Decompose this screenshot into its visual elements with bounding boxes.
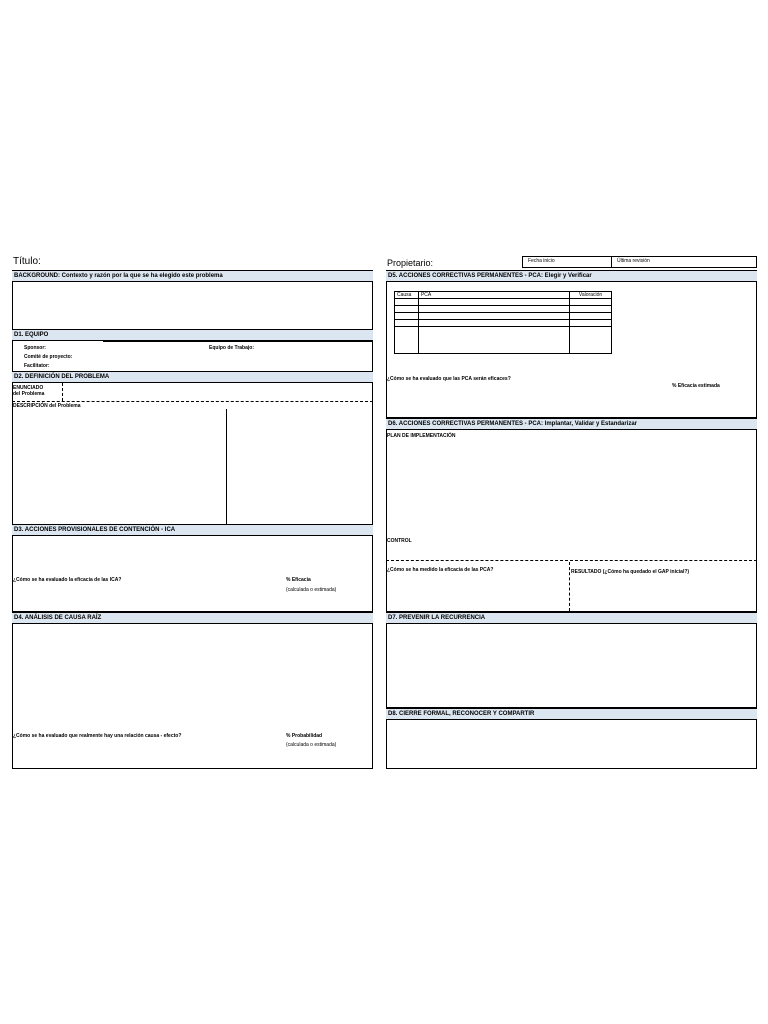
d3-pct-sub: (calculada o estimada) bbox=[286, 587, 337, 593]
d5-question: ¿Cómo se ha evaluado que las PCA serán eficaces? bbox=[387, 376, 511, 382]
table-header-row bbox=[395, 292, 612, 299]
left-column-frame bbox=[12, 270, 373, 769]
table-cell[interactable] bbox=[570, 299, 612, 306]
propietario-label: Propietario: bbox=[387, 258, 434, 268]
control-label: CONTROL bbox=[387, 538, 412, 544]
control-rule bbox=[386, 560, 757, 561]
d4-question: ¿Cómo se ha evaluado que realmente hay una relación causa - efecto? bbox=[13, 733, 182, 739]
table-row bbox=[395, 313, 612, 320]
d7-heading: D7. PREVENIR LA RECURRENCIA bbox=[386, 612, 757, 624]
table-cell[interactable] bbox=[570, 320, 612, 327]
fecha-inicio-field[interactable] bbox=[522, 256, 612, 268]
d2-heading: D2. DEFINICIÓN DEL PROBLEMA bbox=[12, 371, 373, 383]
background-heading: BACKGROUND: Contexto y razón por la que se ha elegido este problema bbox=[12, 270, 373, 282]
d3-question: ¿Cómo se ha evaluado la eficacia de las ICA? bbox=[13, 577, 122, 583]
plan-label: PLAN DE IMPLEMENTACIÓN bbox=[387, 433, 456, 439]
ultima-revision-field[interactable] bbox=[611, 256, 757, 268]
table-row bbox=[395, 320, 612, 327]
table-cell[interactable] bbox=[395, 313, 419, 320]
enunciado-label-2: del Problema bbox=[13, 391, 45, 397]
fecha-inicio-label: Fecha inicio bbox=[528, 258, 555, 264]
enunciado-bottom-rule bbox=[12, 401, 373, 402]
enunciado-label-1: ENUNCIADO bbox=[13, 385, 44, 391]
resultado-label: RESULTADO (¿Cómo ha quedado el GAP inicial?) bbox=[571, 569, 690, 575]
pca-table bbox=[394, 291, 612, 354]
d1-heading: D1. EQUIPO bbox=[12, 329, 373, 341]
table-cell[interactable] bbox=[418, 327, 569, 354]
facilitator-label: Facilitator: bbox=[24, 363, 50, 369]
d4-pct-label: % Probabilidad bbox=[286, 733, 323, 739]
pca-header: PCA bbox=[418, 292, 569, 299]
d1-top-rule bbox=[103, 341, 373, 342]
table-cell[interactable] bbox=[418, 306, 569, 313]
d8-heading: D8. CIERRE FORMAL, RECONOCER Y COMPARTIR bbox=[386, 708, 757, 720]
table-cell[interactable] bbox=[395, 299, 419, 306]
d2-split-line bbox=[226, 409, 227, 524]
table-cell[interactable] bbox=[570, 313, 612, 320]
d4-heading: D4. ANÁLISIS DE CAUSA RAÍZ bbox=[12, 612, 373, 624]
valoracion-header: Valoración bbox=[570, 292, 612, 299]
d3-heading: D3. ACCIONES PROVISIONALES DE CONTENCIÓN - ICA bbox=[12, 524, 373, 536]
table-cell[interactable] bbox=[418, 299, 569, 306]
table-cell[interactable] bbox=[418, 320, 569, 327]
ultima-revision-label: Última revisión bbox=[617, 258, 650, 264]
table-row bbox=[395, 299, 612, 306]
d4-pct-sub: (calculada o estimada) bbox=[286, 742, 337, 748]
descripcion-label: DESCRIPCIÓN del Problema bbox=[13, 403, 81, 409]
d6-question: ¿Cómo se ha medido la eficacia de las PCA? bbox=[387, 567, 494, 573]
d3-pct-label: % Eficacia bbox=[286, 577, 311, 583]
equipo-trabajo-label: Equipo de Trabajo: bbox=[209, 345, 255, 351]
table-row bbox=[395, 327, 612, 354]
table-cell[interactable] bbox=[418, 313, 569, 320]
d6-heading: D6. ACCIONES CORRECTIVAS PERMANENTES - PCA: Implantar, Validar y Estandarizar bbox=[386, 418, 757, 430]
comite-label: Comité de proyecto: bbox=[24, 354, 73, 360]
causa-header: Causa bbox=[395, 292, 419, 299]
enunciado-divider bbox=[62, 383, 63, 401]
table-cell[interactable] bbox=[395, 327, 419, 354]
d5-heading: D5. ACCIONES CORRECTIVAS PERMANENTES - PCA: Elegir y Verificar bbox=[386, 270, 757, 282]
table-cell[interactable] bbox=[395, 320, 419, 327]
table-cell[interactable] bbox=[570, 327, 612, 354]
table-cell[interactable] bbox=[570, 306, 612, 313]
table-row bbox=[395, 306, 612, 313]
sponsor-label: Sponsor: bbox=[24, 345, 46, 351]
resultado-divider bbox=[569, 562, 570, 611]
d5-pct-label: % Eficacia estimada bbox=[672, 383, 720, 389]
table-cell[interactable] bbox=[395, 306, 419, 313]
titulo-label: Título: bbox=[13, 256, 41, 267]
